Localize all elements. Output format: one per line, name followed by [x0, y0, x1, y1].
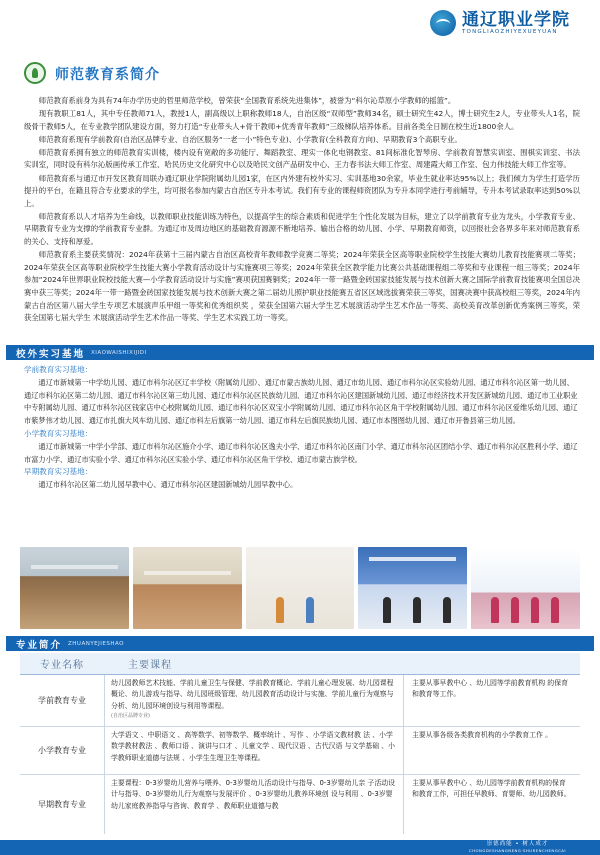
- major-courses: [104, 675, 404, 726]
- early-base-heading: 早期教育实习基地：: [24, 467, 93, 477]
- competition-photo: [471, 547, 580, 629]
- col-course-header: 主要课程: [128, 660, 172, 671]
- preschool-base-heading: 学前教育实习基地：: [24, 365, 93, 374]
- major-name: 早期教育专业: [38, 800, 86, 809]
- major-note: (自治区品牌专业): [111, 713, 150, 720]
- table-row: [20, 675, 580, 727]
- footer-motto: [469, 841, 566, 853]
- intro-paragraph: 师范教育系前身为具有74年办学历史的哲里师范学校，曾荣获“全国教育系统先进集体”，被誉为“科尔沁草原小学教师的摇篮”。: [38, 96, 456, 105]
- school-emblem-icon: [430, 10, 456, 36]
- major-name: 小学教育专业: [38, 746, 86, 755]
- table-row: [20, 775, 580, 834]
- table-row: [20, 727, 580, 775]
- activity-photo: [246, 547, 355, 629]
- practice-base-list: [24, 364, 580, 492]
- majors-table: [20, 653, 580, 834]
- school-name-en: TONGLIAOZHIYEXUEYUAN: [462, 29, 558, 35]
- major-courses: 大学语文 、中职语文 、高等数学、初等数学、概率统计 、写作 、小学语文教材教 法 、小学数学教材教法 、教师口语 、演讲与口才 、儿童文学 、现代汉语 、古代汉语 与文学基础 、小学教师职业道德与法规 、小学生生理卫生等课程。: [104, 727, 404, 774]
- majors-band-title-en: ZHUANYEJIESHAO: [68, 640, 124, 647]
- primary-base-list: 通辽市新城第一中学小学部、通辽市科尔沁区施介小学、通辽市科尔沁区逸夫小学、通辽市科尔沁区南门小学、通辽市科尔沁区团结小学、通辽市科尔沁区胜利小学、通辽市富力小学、通辽市实验小学、通辽市科尔沁区实验小学、通辽市科尔沁区角干学校、通辽市蒙古族学校。: [24, 441, 578, 464]
- art-room-photo: [133, 547, 242, 629]
- motto-cn: 崇德尚能 • 树人成才: [486, 841, 549, 847]
- department-emblem-icon: [24, 62, 46, 84]
- majors-band-title: 专业简介: [16, 639, 63, 651]
- table-header: [20, 653, 580, 675]
- page-footer: [0, 840, 600, 855]
- page-header: [0, 0, 600, 56]
- school-name: 通辽职业学院: [462, 10, 570, 30]
- intro-paragraph: 师范教育系以人才培养为生命线，以教师职业技能训练为特色，以提高学生的综合素质和促进学生个性化发展为目标，建立了以学前教育专业为龙头，小学教育专业、早期教育专业为支撑的学前教育专业群。为通辽市及周边地区的基础教育源源不断地培养、输出合格的幼儿园、小学、早期教育师资，以回报社会各界多年来对师范教育系的关心、支持和厚爱。: [24, 211, 580, 247]
- intro-paragraph: 现有教职工81人，其中专任教师71人，教授1人，副高级以上职称教师18人，自治区级“双师型”教师34名，硕士研究生42人，博士研究生2人，专业带头人1名，院级骨干教师5人，在专业教学团队建设方面，努力打造“专业带头人+骨干教师+优秀青年教师”三级梯队培养体系。目前各类全日制在校生近1800余人。: [24, 109, 580, 131]
- school-logo: [430, 10, 570, 36]
- department-intro: [24, 95, 580, 325]
- intro-paragraph: 师范教育系拥有独立的师范教育实训楼，楼内设有宽敞的多功能厅、舞蹈教室、理实一体化电钢教室、81间标准化智琴房、学前教育智慧实训室、围棋实训室、书法实训室，同时设有科尔沁版画传承工作室、哈民历史文化研究中心以及哈民文创产品研发中心、王力春书法大师工作室、周建霞大师工作室、包力伟技能大师工作室等。: [24, 147, 580, 170]
- practice-band-title: 校外实习基地: [16, 348, 86, 360]
- practice-base-band: [6, 345, 594, 360]
- classroom-photo: [20, 547, 129, 629]
- major-jobs: 主要从事各级各类教育机构的小学教育工作 。: [412, 731, 553, 739]
- preschool-base-list: 通辽市新城第一中学幼儿园、通辽市科尔沁区辽丰学校（附属幼儿园）、通辽市蒙古族幼儿园、通辽市幼儿园、通辽市科尔沁区实验幼儿园、通辽市科尔沁区第一幼儿园、通辽市科尔沁区第二幼儿园、通辽市科尔沁区第三幼儿园、通辽市科尔沁区民族幼儿园、通辽市科尔沁区建国新城幼儿园、通辽市经济技术开发区新城幼儿园、通辽市工业职业中专附属幼儿园、通辽市科尔沁区钱家店中心校附属幼儿园、通辽市科尔沁区双宝小学附属幼儿园、通辽市科尔沁区角干学校附属幼儿园、通辽市科尔沁区爱维乐幼儿园、通辽市紫梦伟才幼儿园、通辽市扎旗大风车幼儿园、通辽市科左后旗第一幼儿园、通辽市科左后旗民族幼儿园、通辽市本图图幼儿园、通辽市开鲁县第三幼儿园。: [24, 377, 578, 426]
- early-base-list: 通辽市科尔沁区第二幼儿园早教中心、通辽市科尔沁区建国新城幼儿园早教中心。: [38, 480, 298, 490]
- course-text: 幼儿园教师艺术技能、学前儿童卫生与保健、学前教育概论、学前儿童心理发展、幼儿园课程概论、幼儿游戏与指导、幼儿园班级管理、幼儿园教育活动设计与实施、学前儿童行为观察与分析、幼儿园环境创设与利用等课程。: [111, 679, 394, 710]
- majors-band: [6, 636, 594, 651]
- major-courses: 主要课程：0-3岁婴幼儿营养与喂养、0-3岁婴幼儿活动设计与指导、0-3岁婴幼儿亲 子活动设计与指导、0-3岁婴幼儿行为观察与发展评价 、0-3岁婴幼儿教养环境创 设与利用 、0-3岁婴幼儿家庭教养指导与咨询、教育学 、教师职业道德与教: [104, 775, 404, 834]
- major-name: 学前教育专业: [38, 696, 86, 705]
- major-jobs: 主要从事早教中心 、幼儿园等学前教育机构的保育和教育工作，可担任早教师、育婴师、幼儿园教师。: [412, 779, 571, 799]
- award-stage-photo: [358, 547, 467, 629]
- intro-paragraph: 师范教育系与通辽市开发区教育局联办通辽职业学院附属幼儿园1家，在区内外建有校外实习、实训基地30余家，毕业生就业率达95%以上；我们倾力为学生打造学历提升的平台，在籍且符合专业要求的学生，均可报名参加内蒙古自治区专升本考试。我们有专业的课程师资团队为专升本同学进行考前辅导，专升本考试录取率达到50%以上。: [24, 173, 580, 208]
- motto-en: CHONGDESHANGNENG·SHURENCHENGCAI: [469, 848, 566, 853]
- primary-base-heading: 小学教育实习基地：: [24, 428, 93, 438]
- practice-band-title-en: XIAOWAISHIXIJIDI: [91, 349, 147, 356]
- intro-paragraph: 师范教育系现有学前教育(自治区品牌专业、自治区服务“一老一小”特色专业)、小学教育(全科教育方向)、早期教育3个高职专业。: [38, 134, 462, 144]
- intro-paragraph: 师范教育系主要获奖情况：2024年获第十三届内蒙古自治区高校青年教师教学竞赛二等奖；2024年荣获全区高等职业院校学生技能大赛幼儿教育技能赛项二等奖；2024年荣获全区高等职业院校学生技能大赛小学教育活动设计与实施赛项三等奖；2024年荣获全区教学能力比赛公共基础课程组二等奖和专业课程一组三等奖；2024年参加“2024年世界职业院校技能大赛—小学教育活动设计与实施”赛项获国赛铜奖；2024年一带一路暨金砖国家技能发展与技术创新大赛之国际学前教育技能赛项全国总决赛中获三等奖；2024年一带一路暨金砖国家技能发展与技术创新大赛之第二届幼儿照护职业技能赛五省区区域选拔赛荣获三等奖，国赛决赛中获高校组三等奖，2024年内蒙古自治区第八届大学生专项艺术展演声乐甲组一等奖和优秀组织奖 ，荣获全国第六届大学生艺术展演活动学生艺术作品一等奖、高校美育改革创新优秀案例三等奖，荣获全国第七届大学生 术展演活动学生艺术作品一等奖、学生艺术实践工坊一等奖。: [24, 250, 580, 323]
- col-name-header: 专业名称: [40, 660, 84, 671]
- major-jobs: 主要从事早教中心 、幼儿园等学前教育机构 的保育和教育等工作。: [412, 679, 568, 699]
- section-title: 师范教育系简介: [55, 67, 160, 83]
- photo-strip: [20, 547, 580, 629]
